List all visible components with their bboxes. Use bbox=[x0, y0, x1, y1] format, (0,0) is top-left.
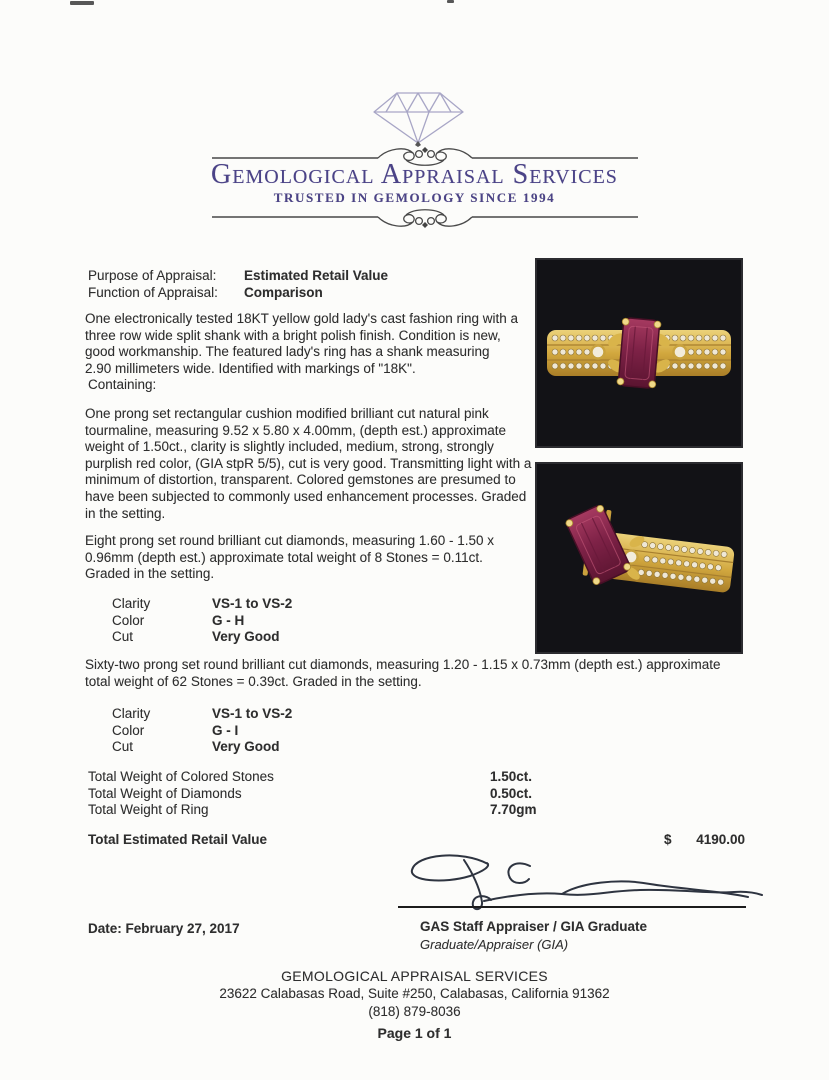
table-row bbox=[88, 769, 648, 786]
signature-image bbox=[392, 854, 764, 914]
footer-address: 23622 Calabasas Road, Suite #250, Calabasas, California 91362 bbox=[219, 986, 610, 1001]
scan-artifact bbox=[447, 0, 454, 3]
clarity-label: Clarity bbox=[112, 706, 151, 721]
cut-value: Very Good bbox=[212, 739, 280, 755]
clarity-value: VS-1 to VS-2 bbox=[212, 596, 293, 611]
ring-description-block bbox=[85, 311, 519, 394]
clarity-value: VS-1 to VS-2 bbox=[212, 706, 293, 721]
ring-photo-top-view bbox=[535, 258, 743, 448]
grade-table-sixtytwo bbox=[112, 706, 442, 756]
totals-table bbox=[88, 769, 648, 819]
cut-label: Cut bbox=[112, 739, 134, 755]
purpose-row bbox=[88, 268, 528, 285]
color-value: G - H bbox=[212, 612, 245, 628]
colored-stones-weight-value: 1.50ct. bbox=[490, 769, 533, 784]
ring-photo-side-view bbox=[535, 462, 743, 654]
diamond-sketch-icon bbox=[366, 91, 472, 147]
cut-value: Very Good bbox=[212, 629, 280, 645]
footer-org-name: GEMOLOGICAL APPRAISAL SERVICES bbox=[281, 968, 548, 984]
diamonds-sixtytwo-description: Sixty-two prong set round brilliant cut diamonds, measuring 1.20 - 1.15 x 0.73mm (depth est.) approximate total weight of 62 Stones = 0.39ct. Graded in the setting. bbox=[85, 657, 721, 689]
diamonds-weight-label: Total Weight of Diamonds bbox=[88, 785, 242, 801]
table-row bbox=[112, 629, 442, 646]
purpose-value: Estimated Retail Value bbox=[244, 268, 389, 283]
function-row bbox=[88, 285, 528, 302]
ring-weight-label: Total Weight of Ring bbox=[88, 802, 209, 818]
brand-tagline: TRUSTED IN GEMOLOGY SINCE 1994 bbox=[273, 190, 556, 205]
total-value-row bbox=[88, 832, 745, 850]
table-row bbox=[112, 613, 442, 630]
clarity-label: Clarity bbox=[112, 596, 151, 611]
purpose-label: Purpose of Appraisal: bbox=[88, 268, 217, 283]
appraisal-meta bbox=[88, 268, 528, 301]
colored-stones-weight-label: Total Weight of Colored Stones bbox=[88, 769, 274, 784]
color-label: Color bbox=[112, 722, 145, 738]
signer-subtitle: Graduate/Appraiser (GIA) bbox=[420, 937, 569, 952]
cut-label: Cut bbox=[112, 629, 134, 645]
table-row bbox=[112, 723, 442, 740]
appraisal-date: Date: February 27, 2017 bbox=[88, 921, 240, 936]
signer-title: GAS Staff Appraiser / GIA Graduate bbox=[420, 919, 648, 934]
containing-label: Containing: bbox=[88, 377, 157, 393]
signature-line bbox=[398, 906, 746, 908]
total-value-label: Total Estimated Retail Value bbox=[88, 832, 268, 847]
table-row bbox=[112, 706, 442, 723]
function-value: Comparison bbox=[244, 284, 323, 300]
color-label: Color bbox=[112, 612, 145, 628]
total-amount: 4190.00 bbox=[696, 832, 745, 847]
currency-symbol: $ bbox=[664, 832, 672, 847]
ring-description: One electronically tested 18KT yellow gold lady's cast fashion ring with a three row wide split shank with a bright polish finish. Condition is new, good workmanship. The featured lady's ring has a shank measuring 2.90 millimeters wide. Identified with markings of "18K". bbox=[85, 311, 519, 376]
tourmaline-description: One prong set rectangular cushion modified brilliant cut natural pink tourmaline, measuring 9.52 x 5.80 x 4.00mm, (depth est.) approximate weight of 1.50ct., clarity is slightly included, medium, strong, strongly purplish red color, (GIA stpR 5/5), cut is very good. Transmitting light with a minimum of distortion, transparent. Colored gemstones are presumed to have been subjected to commonly used enhancement processes. Graded in the setting. bbox=[85, 406, 532, 521]
table-row bbox=[112, 739, 442, 756]
table-row bbox=[88, 786, 648, 803]
page-number: Page 1 of 1 bbox=[377, 1025, 452, 1041]
diamonds-weight-value: 0.50ct. bbox=[490, 785, 533, 801]
table-row bbox=[88, 802, 648, 819]
ring-weight-value: 7.70gm bbox=[490, 802, 537, 818]
flourish-divider-bottom-icon bbox=[212, 205, 638, 229]
grade-table-eight bbox=[112, 596, 442, 646]
table-row bbox=[112, 596, 442, 613]
function-label: Function of Appraisal: bbox=[88, 284, 218, 300]
footer-phone: (818) 879-8036 bbox=[368, 1004, 461, 1019]
color-value: G - I bbox=[212, 722, 239, 738]
brand-title: Gemological Appraisal Services bbox=[211, 159, 618, 190]
scan-artifact bbox=[70, 1, 94, 5]
diamonds-eight-description: Eight prong set round brilliant cut diamonds, measuring 1.60 - 1.50 x 0.96mm (depth est.) approximate total weight of 8 Stones = 0.11ct. Graded in the setting. bbox=[85, 533, 494, 582]
